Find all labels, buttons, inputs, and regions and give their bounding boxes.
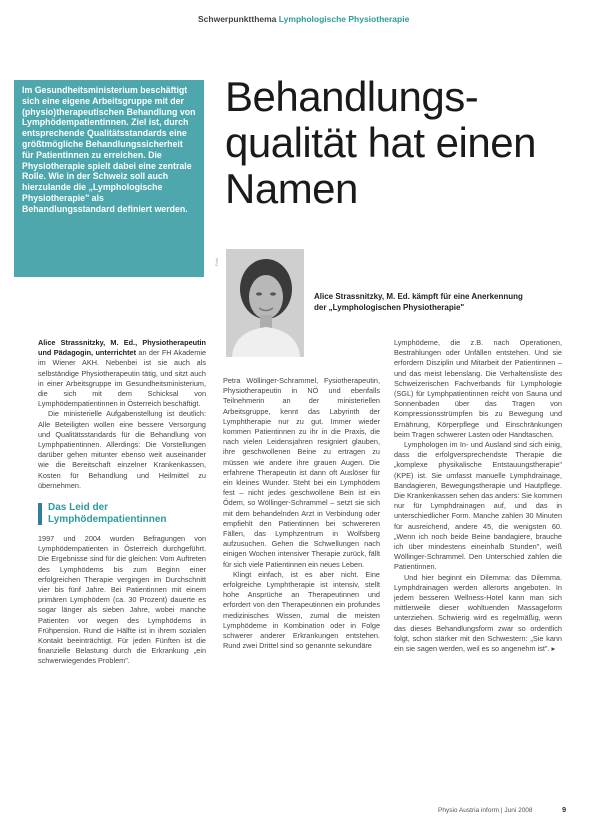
subheading-bar bbox=[38, 503, 42, 525]
paragraph: 1997 und 2004 wurden Befragungen von Lymphödempatienten in Österreich durchgeführt. Die Ergebnisse sind für die gleichen: Vom Auftreten des Lymphödems bis zum Beginn einer erfolgreichen Therapie vergingen im Durchschnitt vier bis fünf Jahre. Bei Patientinnen mit einem primären Lymphödem (ca. 30 Prozent) dauerte es sogar länger als sieben Jahre, wobei manche Patienten vor wegen des Lymphödems in Frühpension. Rund die Hälfte ist in ihrem sozialen Kontakt beeinträchtigt. Für jeden Fünften ist die finanzielle Belastung durch die Erkrankung „ein schwerwiegendes Problem". bbox=[38, 534, 206, 666]
paragraph: Und hier beginnt ein Dilemma: das Dilemma. Lymphdrainagen werden allerorts angeboten. In jedem besseren Wellness-Hotel kann man sich mittlerweile dieser wohltuenden Massageform unterziehen. Schwierig wird es regelmäßig, wenn das dieses Behandlungsform zwar so ordentlich folgt, schon stärker mit den Schwestern: „Sie kann ein sie sagen werden, weil es so angenehm ist". ▸ bbox=[394, 572, 562, 654]
section-header bbox=[198, 14, 409, 24]
paragraph: Lymphödeme, die z.B. nach Operationen, Bestrahlungen oder Unfällen entstehen. Und sie erfordern Disziplin und Mitarbeit der Patientinnen – und das meist lebenslang. Die Verhaltensliste des Schweizerischen Fachverbands für Lymphologie (SGL) für Lymphpatientinnen reicht von Sauna und Sonnenbaden über das Tragen von Kompressionsstrümpfen bis zu Bewegung und Ernährung, Körperpflege und Einschränkungen beim Tragen schwerer Lasten oder Handtaschen. bbox=[394, 338, 562, 439]
lead-bold-text: Alice Strassnitzky, M. Ed., Physiotherapeutin und Pädagogin, unterrichtet bbox=[38, 338, 206, 358]
intro-teaser: Im Gesundheitsministerium beschäftigt sich eine eigene Arbeitsgruppe mit der (physio)therapeutischen Behandlung von Lymphödempatientinnen. Ziel ist, durch entsprechende Qualitätsstandards eine größtmögliche Behandlungssicherheit für Patientinnen zu erreichen. Die Physiotherapie spielt dabei eine zentrale Rolle. Wie in der Schweiz soll auch hierzulande die „Lymphologische Physiotherapie" als Behandlungsstandard definiert werden. bbox=[14, 80, 204, 277]
lead-paragraph bbox=[38, 338, 206, 409]
lead-text: an der FH Akademie im Wiener AKH. Nebenbei ist sie auch als selbständige Physiotherapeutin tätig, und sitzt auch in einer Arbeitsgruppe im Gesundheitsministerium, die sich mit dem Schicksal von Lymphödempatientinnen in Österreich beschäftigt. bbox=[38, 348, 206, 409]
text-column-1 bbox=[38, 338, 206, 667]
paragraph: Petra Wöllinger-Schrammel, Fysiotherapeutin, Physiotherapeutin in NÖ und ebenfalls Teilnehmerin an der ministeriellen Arbeitsgruppe, kennt das Labyrinth der Lymphtherapie nur zu gut. Immer wieder kommen Patientinnen zu ihr in die Praxis, die nach vielen Leidensjahren resigniert glauben, ihre geschwollenen Beine zu ertragen zu müssen wie andere ihre grauen Augen. Die erfahrene Therapeutin ist dann oft Auslöser für ein kleines Wunder. Steht bei ein Lymphödem fest – nicht jedes geschwollene Bein ist ein Ödem, so Wöllinger-Schrammel – setzt sie sich mit dem behandelnden Arzt in Verbindung oder empfiehlt den Patientinnen bei schwereren Fällen, das Lymphzentrum in Wolfsberg aufzusuchen. Gehen die Schwellungen nach einigen Wochen intensiver Therapie zurück, fällt für sich viele Patientinnen ein neues Leben. bbox=[223, 376, 380, 569]
paragraph: Klingt einfach, ist es aber nicht. Eine erfolgreiche Lymphtherapie ist intensiv, stellt hohe Ansprüche an Therapeutinnen und erfordert von den Therapeutinnen ein profundes medizinisches Wissen, zumal die meisten Lymphödeme in Kombination oder in Folge schwerer anderer Erkrankungen entstehen. Rund zwei Drittel sind so genannte sekundäre bbox=[223, 569, 380, 651]
text-column-2 bbox=[223, 376, 380, 651]
article-title: Behandlungs-qualität hat einen Namen bbox=[225, 73, 536, 212]
text-column-3 bbox=[394, 338, 562, 654]
paragraph: Die ministerielle Aufgabenstellung ist deutlich: Alle Beteiligten wollen eine bessere Versorgung und Qualitätsstandards für die Behandlung von Lymphpatientinnen. Allerdings: Die Vorstellungen darüber gehen mitunter ebenso weit auseinander wie die Bereitschaft einzelner Krankenkassen, Kosten für Behandlung und Heilmittel zu übernehmen. bbox=[38, 409, 206, 490]
header-kicker: Schwerpunktthema bbox=[198, 14, 277, 24]
photo-caption: Alice Strassnitzky, M. Ed. kämpft für eine Anerkennung der „Lymphologischen Physiotherapie" bbox=[314, 292, 523, 312]
paragraph: Lymphologen im In- und Ausland sind sich einig, dass die erfolgversprechendste Therapie die „komplexe physikalische Entstauungstherapie" (KPE) ist. Sie umfasst manuelle Lymphdrainage, Bandagieren, Bewegungstherapie und Hautpflege. Die Krankenkassen sehen das anders: Sie kommen nur für Lymphdrainagen auf, und das in unterschiedlicher Form. Manche zahlen 30 Minuten für ausreichend, andere 45, die wenigsten 60. „Wenn ich noch beide Beine bandagiere, brauche ich über mindestens eineinhalb Stunden", weiß Wöllinger-Schrammel. Den Unterschied zahlen die Patientinnen. bbox=[394, 440, 562, 572]
subheading-text: Das Leid der Lymphödempatientinnen bbox=[48, 502, 167, 526]
page-number: 9 bbox=[562, 805, 567, 814]
photo-credit: Foto bbox=[214, 258, 219, 267]
header-topic: Lymphologische Physiotherapie bbox=[278, 14, 410, 24]
publication-footer: Physio Austria inform | Juni 2008 bbox=[438, 807, 533, 814]
portrait-photo bbox=[226, 249, 304, 357]
subheading bbox=[38, 502, 206, 526]
portrait-image bbox=[226, 249, 304, 357]
